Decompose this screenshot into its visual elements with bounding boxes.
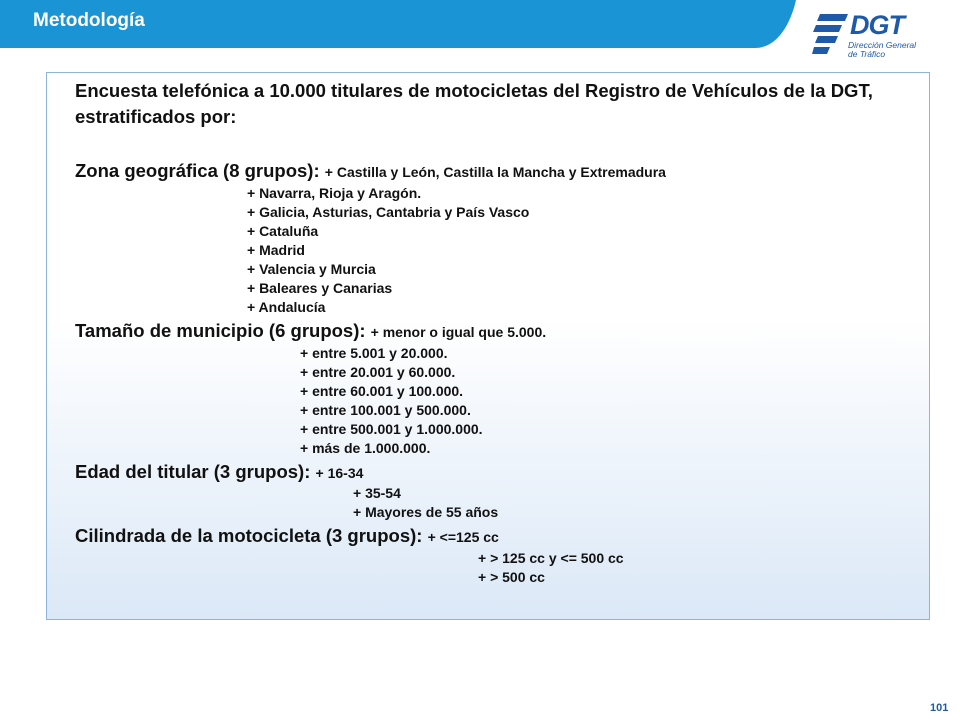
- page-title: Metodología: [33, 10, 145, 31]
- list-item: + más de 1.000.000.: [300, 440, 431, 456]
- list-item: + Andalucía: [247, 299, 326, 315]
- list-item: + Galicia, Asturias, Cantabria y País Vasco: [247, 204, 530, 220]
- header-bar: [0, 0, 800, 48]
- tamano-heading: Tamaño de municipio (6 grupos): + menor o igual que 5.000.: [75, 320, 547, 341]
- list-item: + Baleares y Canarias: [247, 280, 393, 296]
- list-item: + menor o igual que 5.000.: [370, 324, 547, 340]
- list-item: + entre 60.001 y 100.000.: [300, 383, 464, 399]
- dgt-logo: [812, 6, 952, 62]
- list-item: + Madrid: [247, 242, 305, 258]
- list-item: + entre 20.001 y 60.000.: [300, 364, 456, 380]
- zona-heading: Zona geográfica (8 grupos): + Castilla y León, Castilla la Mancha y Extremadura: [75, 160, 666, 181]
- cilindrada-heading: Cilindrada de la motocicleta (3 grupos): + <=125 cc: [75, 525, 499, 546]
- list-item: + entre 100.001 y 500.000.: [300, 402, 471, 418]
- list-item: + entre 500.001 y 1.000.000.: [300, 421, 483, 437]
- list-item: + Castilla y León, Castilla la Mancha y Extremadura: [324, 164, 666, 180]
- list-item: + Valencia y Murcia: [247, 261, 376, 277]
- intro-text: Encuesta telefónica a 10.000 titulares de motocicletas del Registro de Vehículos de la DGT, estratificados por:: [75, 80, 873, 127]
- list-item: + Mayores de 55 años: [353, 504, 499, 520]
- list-item: + > 125 cc y <= 500 cc: [478, 550, 624, 566]
- list-item: + entre 5.001 y 20.000.: [300, 345, 448, 361]
- list-item: + Cataluña: [247, 223, 319, 239]
- logo-wordmark: DGT: [850, 10, 904, 40]
- edad-heading: Edad del titular (3 grupos): + 16-34: [75, 461, 364, 482]
- logo-subtitle: Dirección General de Tráfico: [848, 40, 917, 59]
- list-item: + 35-54: [353, 485, 401, 501]
- page-number: 101: [930, 702, 949, 714]
- list-item: + > 500 cc: [478, 569, 545, 585]
- dgt-emblem-icon: [812, 10, 848, 54]
- list-item: + 16-34: [315, 465, 364, 481]
- list-item: + <=125 cc: [427, 529, 499, 545]
- list-item: + Navarra, Rioja y Aragón.: [247, 185, 422, 201]
